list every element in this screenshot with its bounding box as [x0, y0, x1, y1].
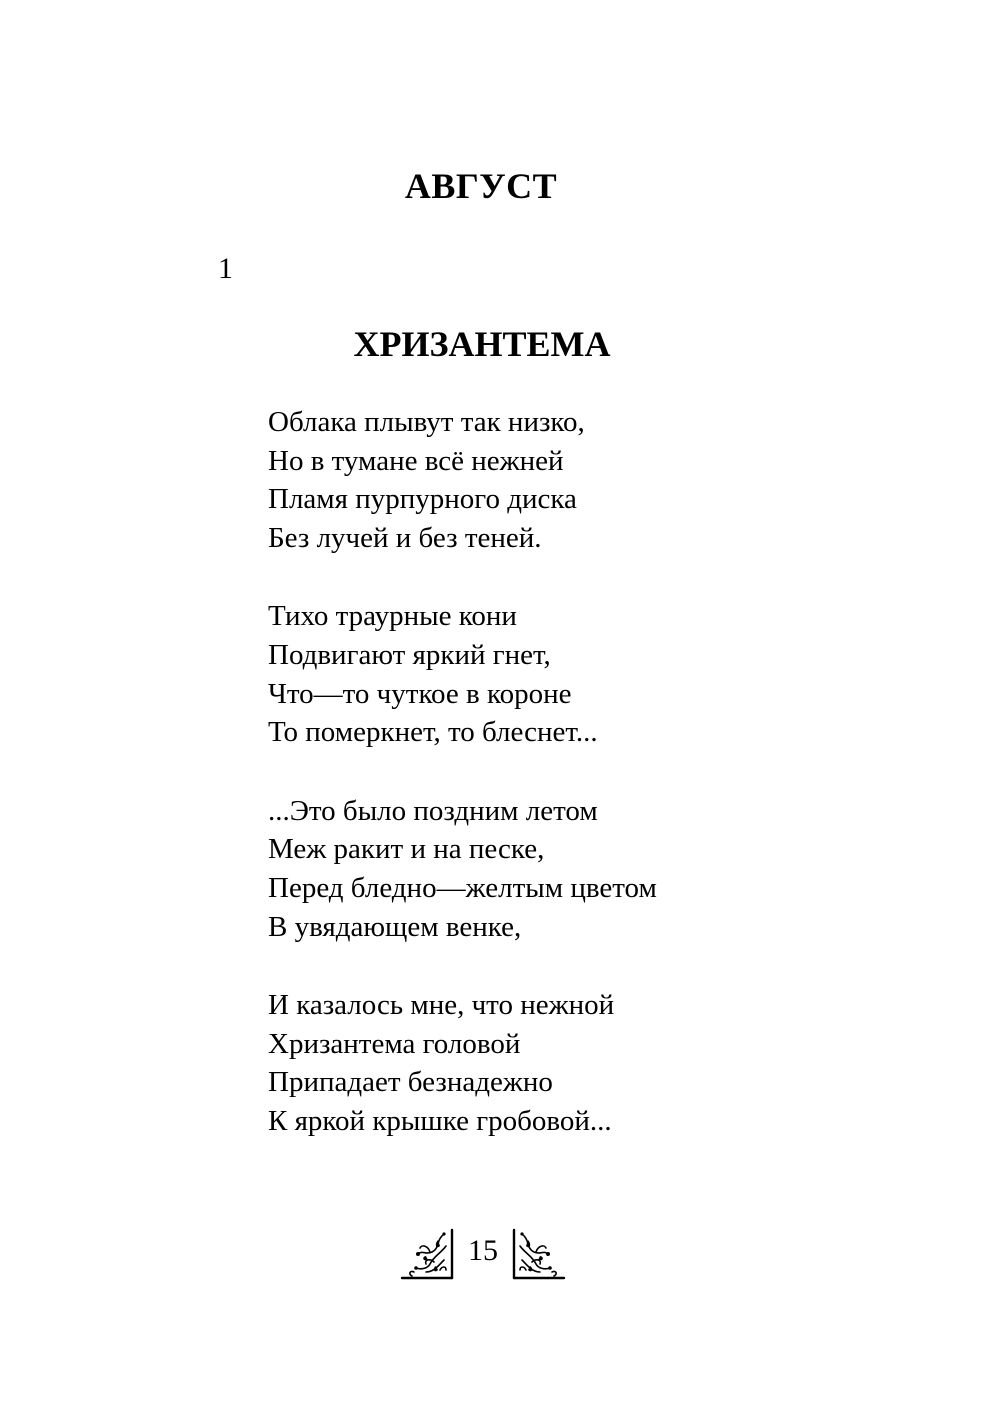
section-title-text: АВГУСТ: [404, 166, 558, 206]
floral-ornament-right-icon: [510, 1226, 566, 1282]
floral-ornament-left-icon: [400, 1226, 456, 1282]
poem-line: Припадает безнадежно: [268, 1066, 553, 1099]
poem-line: Облака плывут так низко,: [268, 406, 585, 438]
poem-line: Пламя пурпурного диска: [268, 483, 577, 516]
poem-line: Перед бледно—желтым цветом: [268, 871, 657, 904]
poem-line: Что—то чуткое в короне: [268, 677, 572, 710]
stanza-3: [268, 792, 657, 946]
poem-line: То померкнет, то блеснет...: [268, 716, 598, 749]
poem-title: [0, 324, 1000, 364]
poem-line: Подвигают яркий гнет,: [268, 638, 551, 671]
poem-title-text: ХРИЗАНТЕМА: [353, 324, 611, 364]
poem-line: В увядающем венке,: [268, 910, 522, 943]
poem-line: Хризантема головой: [268, 1027, 521, 1060]
poem-line: Меж ракит и на песке,: [268, 833, 545, 866]
page-number: 15: [468, 1234, 498, 1267]
poem-line: Без лучей и без теней.: [268, 521, 542, 554]
stanza-2: [268, 597, 657, 751]
stanza-4: [268, 986, 657, 1140]
stanza-1: [268, 403, 657, 557]
poem-line: ...Это было поздним летом: [268, 794, 598, 827]
poem-line: И казалось мне, что нежной: [268, 989, 615, 1022]
section-title: [0, 166, 1000, 206]
page-folio: [400, 1226, 566, 1282]
poem-line: Но в тумане всё нежней: [268, 444, 564, 477]
poem-body: [268, 403, 657, 1181]
poem-number: 1: [218, 252, 233, 285]
poem-line: Тихо траурные кони: [268, 600, 517, 633]
poem-line: К яркой крышке гробовой...: [268, 1104, 612, 1137]
